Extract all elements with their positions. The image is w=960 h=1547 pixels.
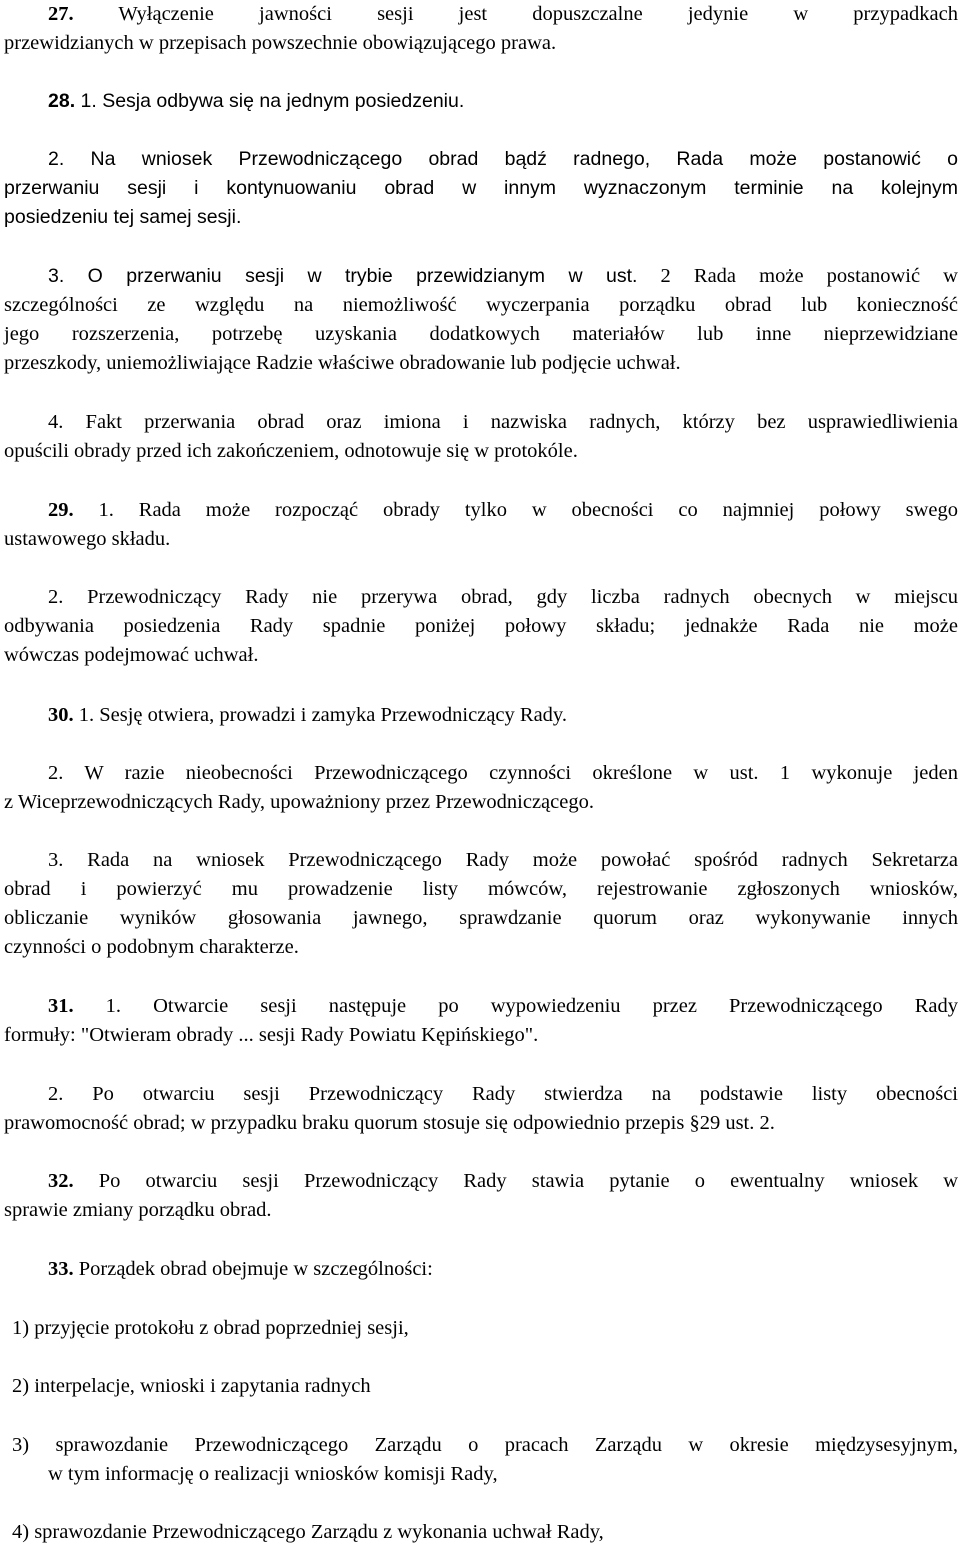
text-line — [4, 875, 958, 904]
text-line — [4, 1167, 958, 1196]
text-run: 2. W razie nieobecności Przewodniczącego czynności określone w ust. 1 wykonuje jeden — [48, 762, 958, 784]
text-run: 3) sprawozdanie Przewodniczącego Zarządu o pracach Zarządu w okresie międzysesyjnym, — [12, 1434, 958, 1456]
text-line — [4, 612, 958, 641]
text-run: 4. Fakt przerwania obrad oraz imiona i nazwiska radnych, którzy bez usprawiedliwienia — [48, 411, 958, 433]
section-number: 27. — [48, 3, 74, 25]
text-run: przewidzianych w przepisach powszechnie obowiązującego prawa. — [4, 32, 557, 54]
text-run: opuścili obrady przed ich zakończeniem, odnotowuje się w protokóle. — [4, 440, 578, 462]
text-line — [4, 1080, 958, 1109]
text-run: formuły: "Otwieram obrady ... sesji Rady Powiatu Kępińskiego". — [4, 1024, 539, 1046]
paragraph — [4, 408, 958, 466]
list-item — [4, 1372, 958, 1401]
paragraph — [4, 759, 958, 817]
text-line — [4, 904, 958, 933]
list-item — [4, 1314, 958, 1343]
text-run: 1. Sesja odbywa się na jednym posiedzeniu. — [75, 90, 465, 112]
text-line — [4, 1372, 958, 1401]
text-line — [4, 525, 958, 554]
paragraph — [4, 1080, 958, 1138]
paragraph — [4, 846, 958, 962]
text-run: Wyłączenie jawności sesji jest dopuszczalne jedynie w przypadkach — [73, 3, 958, 25]
text-line — [4, 1255, 958, 1284]
paragraph — [4, 992, 958, 1050]
text-line — [4, 1196, 958, 1225]
text-run: przerwaniu sesji i kontynuowaniu obrad w innym wyznaczonym terminie na kolejnym — [4, 177, 958, 199]
paragraph — [4, 583, 958, 670]
text-line — [4, 1021, 958, 1050]
text-run: przeszkody, uniemożliwiające Radzie właściwe obradowanie lub podjęcie uchwał. — [4, 352, 681, 374]
text-run: 2. Przewodniczący Rady nie przerywa obrad, gdy liczba radnych obecnych w miejscu — [48, 586, 958, 608]
section-number: 30. — [48, 704, 74, 726]
section-number: 33. — [48, 1258, 74, 1280]
text-run: sprawie zmiany porządku obrad. — [4, 1199, 272, 1221]
text-run: 1. Otwarcie sesji następuje po wypowiedzeniu przez Przewodniczącego Rady — [73, 995, 958, 1017]
paragraph — [4, 701, 958, 730]
text-line — [4, 846, 958, 875]
text-run: w tym informację o realizacji wniosków komisji Rady, — [48, 1463, 498, 1485]
text-line — [4, 145, 958, 174]
text-line — [4, 0, 958, 29]
text-run: obliczanie wyników głosowania jawnego, sprawdzanie quorum oraz wykonywanie innych — [4, 907, 958, 929]
text-line — [4, 788, 958, 817]
text-run: Porządek obrad obejmuje w szczególności: — [73, 1258, 433, 1280]
paragraph — [4, 262, 958, 378]
text-run: 3. Rada na wniosek Przewodniczącego Rady może powołać spośród radnych Sekretarza — [48, 849, 958, 871]
paragraph — [4, 87, 958, 116]
list-item — [4, 1431, 958, 1489]
section-number: 32. — [48, 1170, 74, 1192]
section-number: 29. — [48, 499, 74, 521]
text-line — [4, 87, 958, 116]
paragraph — [4, 145, 958, 232]
list-item — [4, 1518, 958, 1547]
text-line — [4, 349, 958, 378]
text-run: wówczas podejmować uchwał. — [4, 644, 259, 666]
text-run: 4) sprawozdanie Przewodniczącego Zarządu z wykonania uchwał Rady, — [12, 1521, 604, 1543]
text-run: odbywania posiedzenia Rady spadnie poniżej połowy składu; jednakże Rada nie może — [4, 615, 958, 637]
text-line — [4, 1518, 958, 1547]
text-run: 2. Na wniosek Przewodniczącego obrad bądź radnego, Rada może postanowić o — [48, 148, 958, 170]
text-run: czynności o podobnym charakterze. — [4, 936, 299, 958]
section-number: 28. — [48, 90, 76, 112]
text-run: prawomocność obrad; w przypadku braku quorum stosuje się odpowiednio przepis §29 ust. 2. — [4, 1112, 775, 1134]
text-line — [4, 933, 958, 962]
paragraph — [4, 1255, 958, 1284]
text-run: 2. Po otwarciu sesji Przewodniczący Rady stwierdza na podstawie listy obecności — [48, 1083, 958, 1105]
text-line — [4, 1431, 958, 1460]
text-run: z Wiceprzewodniczących Rady, upoważniony przez Przewodniczącego. — [4, 791, 594, 813]
text-line — [4, 496, 958, 525]
text-line — [4, 174, 958, 203]
text-line — [4, 1109, 958, 1138]
text-line — [4, 29, 958, 58]
text-line — [4, 1460, 958, 1489]
text-line — [4, 320, 958, 349]
text-line — [4, 203, 958, 232]
text-line — [4, 408, 958, 437]
text-line — [4, 641, 958, 670]
text-run: posiedzeniu tej samej sesji. — [4, 206, 242, 228]
text-line — [4, 583, 958, 612]
text-line — [4, 1314, 958, 1343]
text-line — [4, 291, 958, 320]
text-line — [4, 262, 958, 291]
text-line — [4, 992, 958, 1021]
text-run: 2 Rada może postanowić w — [637, 265, 958, 287]
paragraph — [4, 0, 958, 58]
text-line — [4, 759, 958, 788]
paragraph — [4, 496, 958, 554]
text-line — [4, 701, 958, 730]
text-run: szczególności ze względu na niemożliwość wyczerpania porządku obrad lub konieczność — [4, 294, 958, 316]
section-number: 31. — [48, 995, 74, 1017]
text-run: 2) interpelacje, wnioski i zapytania radnych — [12, 1375, 371, 1397]
text-run: 3. O przerwaniu sesji w trybie przewidzianym w ust. — [48, 265, 638, 287]
text-run: 1. Rada może rozpocząć obrady tylko w obecności co najmniej połowy swego — [73, 499, 958, 521]
text-run: Po otwarciu sesji Przewodniczący Rady stawia pytanie o ewentualny wniosek w — [73, 1170, 958, 1192]
text-run: obrad i powierzyć mu prowadzenie listy mówców, rejestrowanie zgłoszonych wniosków, — [4, 878, 958, 900]
text-line — [4, 437, 958, 466]
paragraph — [4, 1167, 958, 1225]
text-run: 1) przyjęcie protokołu z obrad poprzedniej sesji, — [12, 1317, 409, 1339]
text-run: 1. Sesję otwiera, prowadzi i zamyka Przewodniczący Rady. — [73, 704, 567, 726]
text-run: ustawowego składu. — [4, 528, 171, 550]
text-run: jego rozszerzenia, potrzebę uzyskania dodatkowych materiałów lub inne nieprzewidziane — [4, 323, 958, 345]
